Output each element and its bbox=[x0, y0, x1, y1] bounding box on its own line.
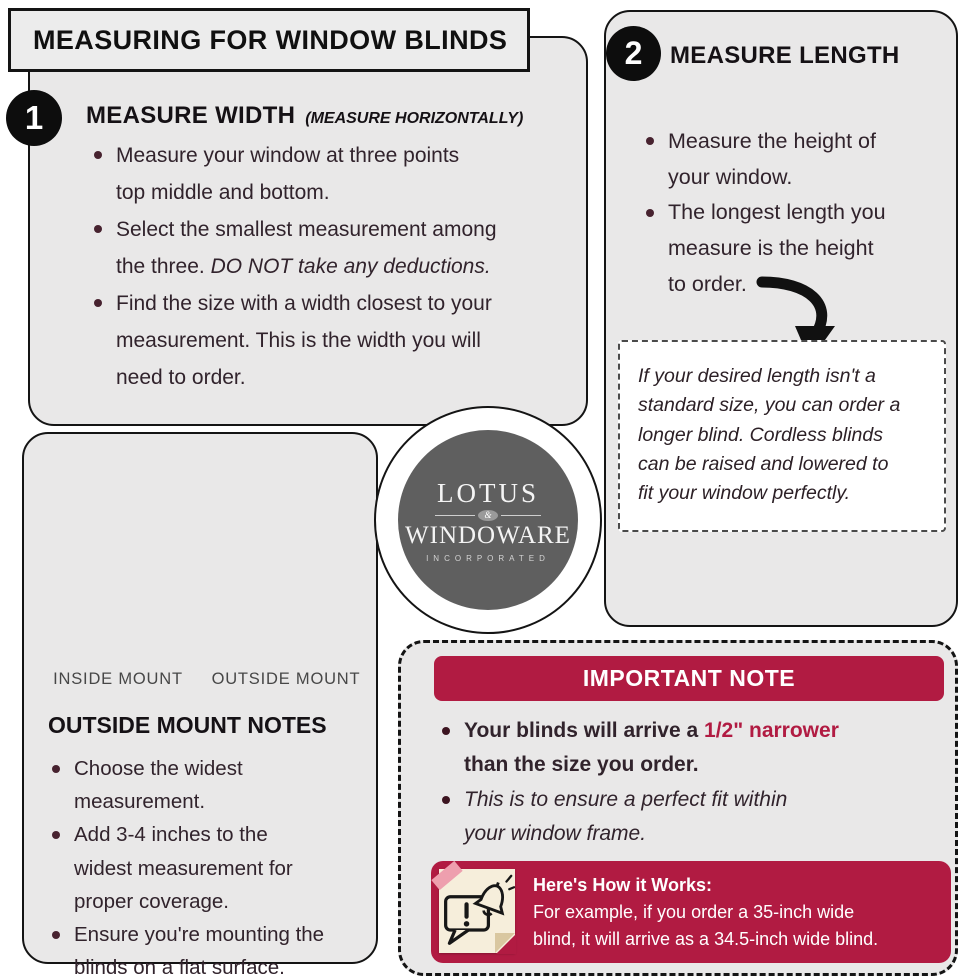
logo-windoware-text: WINDOWARE bbox=[405, 521, 571, 549]
bullet-item: The longest length you measure is the height to order. bbox=[638, 195, 948, 302]
bullet-item: Measure the height of your window. bbox=[638, 124, 948, 195]
logo-ampersand: & bbox=[478, 510, 498, 521]
bullet-item: Measure your window at three points top middle and bottom. bbox=[86, 138, 591, 212]
lotus-windoware-logo bbox=[398, 430, 578, 610]
length-note-text: If your desired length isn't a standard size, you can order a longer blind. Cordless blinds can be raised and lowered to fit your window perfectly. bbox=[638, 365, 901, 504]
measure-width-panel bbox=[28, 36, 588, 426]
measure-width-title: MEASURE WIDTH bbox=[86, 102, 296, 129]
bullet-item: This is to ensure a perfect fit within your window frame. bbox=[434, 783, 934, 852]
outside-mount-notes-heading: OUTSIDE MOUNT NOTES bbox=[48, 712, 327, 738]
bullet-item: Find the size with a width closest to your measurement. This is the width you will need to order. bbox=[86, 286, 591, 397]
important-note-title: IMPORTANT NOTE bbox=[582, 665, 796, 691]
heres-how-title: Here's How it Works: bbox=[533, 875, 712, 895]
heres-how-text bbox=[533, 872, 941, 953]
important-note-bullets bbox=[434, 714, 934, 852]
measure-width-heading bbox=[86, 102, 523, 130]
outside-mount-label: OUTSIDE MOUNT bbox=[211, 670, 361, 688]
logo-incorporated-text: INCORPORATED bbox=[426, 553, 550, 563]
heres-how-body: For example, if you order a 35-inch wide blind, it will arrive as a 34.5-inch wide blind. bbox=[533, 902, 879, 949]
bullet-item: Ensure you're mounting the blinds on a flat surface. bbox=[44, 918, 360, 977]
logo-lotus-text: LOTUS bbox=[437, 477, 539, 508]
logo-divider bbox=[435, 510, 541, 521]
bullet-item: Select the smallest measurement among the three. DO NOT take any deductions. bbox=[86, 212, 591, 286]
sticky-note-alert-icon bbox=[439, 869, 515, 953]
measure-width-subtitle: (MEASURE HORIZONTALLY) bbox=[305, 110, 524, 127]
step-1-badge: 1 bbox=[6, 90, 62, 146]
length-note-box bbox=[618, 340, 946, 532]
measure-width-bullets bbox=[86, 138, 591, 397]
page-title-box bbox=[8, 8, 530, 72]
step-2-badge: 2 bbox=[606, 26, 661, 81]
page-title: MEASURING FOR WINDOW BLINDS bbox=[33, 24, 508, 55]
inside-mount-label: INSIDE MOUNT bbox=[53, 670, 183, 688]
outside-mount-notes-bullets bbox=[44, 752, 360, 977]
measure-length-heading bbox=[670, 42, 900, 70]
bullet-item: Your blinds will arrive a 1/2" narrower than the size you order. bbox=[434, 714, 934, 783]
bullet-item: Choose the widest measurement. bbox=[44, 752, 360, 818]
measure-length-title: MEASURE LENGTH bbox=[670, 42, 900, 69]
heres-how-box bbox=[431, 861, 951, 963]
bullet-item: Add 3-4 inches to the widest measurement for proper coverage. bbox=[44, 818, 360, 918]
important-note-header bbox=[434, 656, 944, 701]
